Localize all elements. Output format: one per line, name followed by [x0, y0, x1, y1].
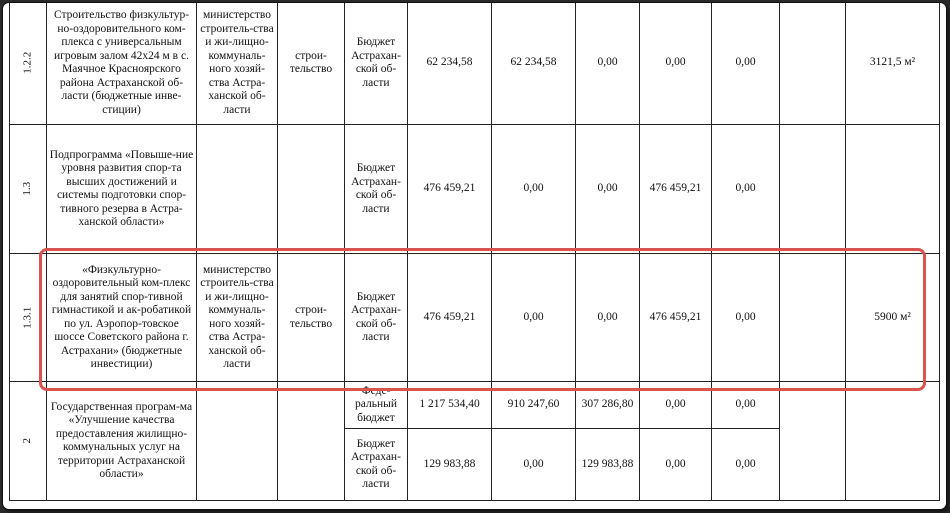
year2-cell: 0,00	[576, 3, 640, 125]
year4-cell: 0,00	[712, 3, 780, 125]
capacity-cell: 3121,5 м²	[846, 3, 940, 125]
total-cell: 476 459,21	[408, 254, 492, 382]
row-number-cell	[10, 125, 47, 254]
funding-source-cell: Бюджет Астрахан-ской об-ласти	[345, 3, 408, 125]
year3-cell: 476 459,21	[640, 125, 712, 254]
year2-cell: 307 286,80	[576, 382, 640, 429]
executor-cell: министерство строитель-ства и жи-лищно-коммуналь-ного хозяй-ства Астра-ханской об-ласти	[197, 3, 278, 125]
row-number: 1.2.2	[21, 52, 34, 74]
year2-cell: 0,00	[576, 125, 640, 254]
total-cell: 1 217 534,40	[408, 382, 492, 429]
year3-cell: 0,00	[640, 3, 712, 125]
executor-cell: министерство строитель-ства и жи-лищно-коммуналь-ного хозяй-ства Астра-ханской об-ласти	[197, 254, 278, 382]
program-table	[9, 3, 940, 501]
total-cell: 129 983,88	[408, 429, 492, 501]
empty-cell	[780, 254, 846, 382]
object-name-cell: Подпрограмма «Повыше-ние уровня развития спор-та высших достижений и системы подготовки спор-тивного резерва в Астра-ханской области»	[47, 125, 197, 254]
funding-source-cell: Бюджет Астрахан-ской об-ласти	[345, 254, 408, 382]
executor-cell	[197, 125, 278, 254]
funding-source-cell: Бюджет Астрахан-ской об-ласти	[345, 125, 408, 254]
table-row-1-3-1	[10, 254, 940, 382]
capacity-cell: 5900 м²	[846, 254, 940, 382]
executor-cell	[197, 382, 278, 501]
table-row-1-2-2	[10, 3, 940, 125]
year4-cell: 0,00	[712, 254, 780, 382]
year4-cell: 0,00	[712, 382, 780, 429]
work-type-cell	[278, 382, 345, 501]
total-cell: 476 459,21	[408, 125, 492, 254]
object-name-cell: Государственная програм-ма «Улучшение качества предоставления жилищно-коммунальных услуг на территории Астраханской области»	[47, 382, 197, 501]
row-number: 1.3	[21, 182, 34, 196]
row-number: 1.3.1	[21, 306, 34, 329]
year2-cell: 0,00	[576, 254, 640, 382]
work-type-cell: строи-тельство	[278, 254, 345, 382]
year4-cell: 0,00	[712, 429, 780, 501]
year3-cell: 476 459,21	[640, 254, 712, 382]
empty-cell	[780, 3, 846, 125]
year3-cell: 0,00	[640, 382, 712, 429]
empty-cell	[780, 382, 846, 501]
row-number-cell	[10, 254, 47, 382]
table-row-1-3	[10, 125, 940, 254]
year1-cell: 0,00	[492, 254, 576, 382]
year4-cell: 0,00	[712, 125, 780, 254]
year2-cell: 129 983,88	[576, 429, 640, 501]
work-type-cell	[278, 125, 345, 254]
object-name-cell: «Физкультурно-оздоровительный ком-плекс для занятий спор-тивной гимнастикой и ак-робатикой по ул. Аэропор-товское шоссе Советского района г. Астрахани» (бюджетные инвестиции)	[47, 254, 197, 382]
empty-cell	[780, 125, 846, 254]
row-number-cell	[10, 382, 47, 501]
row-number-cell	[10, 3, 47, 125]
year1-cell: 62 234,58	[492, 3, 576, 125]
total-cell: 62 234,58	[408, 3, 492, 125]
object-name-cell: Строительство физкультур-но-оздоровительного ком-плекса с универсальным игровым залом 42х24 м в с. Маячное Красноярского района Астраханской об-ласти (бюджетные инве-стиции)	[47, 3, 197, 125]
row-number: 2	[21, 438, 34, 444]
document-page	[3, 3, 946, 509]
year1-cell: 0,00	[492, 429, 576, 501]
year1-cell: 0,00	[492, 125, 576, 254]
capacity-cell	[846, 125, 940, 254]
year3-cell: 0,00	[640, 429, 712, 501]
work-type-cell: строи-тельство	[278, 3, 345, 125]
table-row-2-federal	[10, 382, 940, 429]
capacity-cell	[846, 382, 940, 501]
funding-source-cell: Бюджет Астрахан-ской об-ласти	[345, 429, 408, 501]
funding-source-cell: Феде-ральный бюджет	[345, 382, 408, 429]
year1-cell: 910 247,60	[492, 382, 576, 429]
